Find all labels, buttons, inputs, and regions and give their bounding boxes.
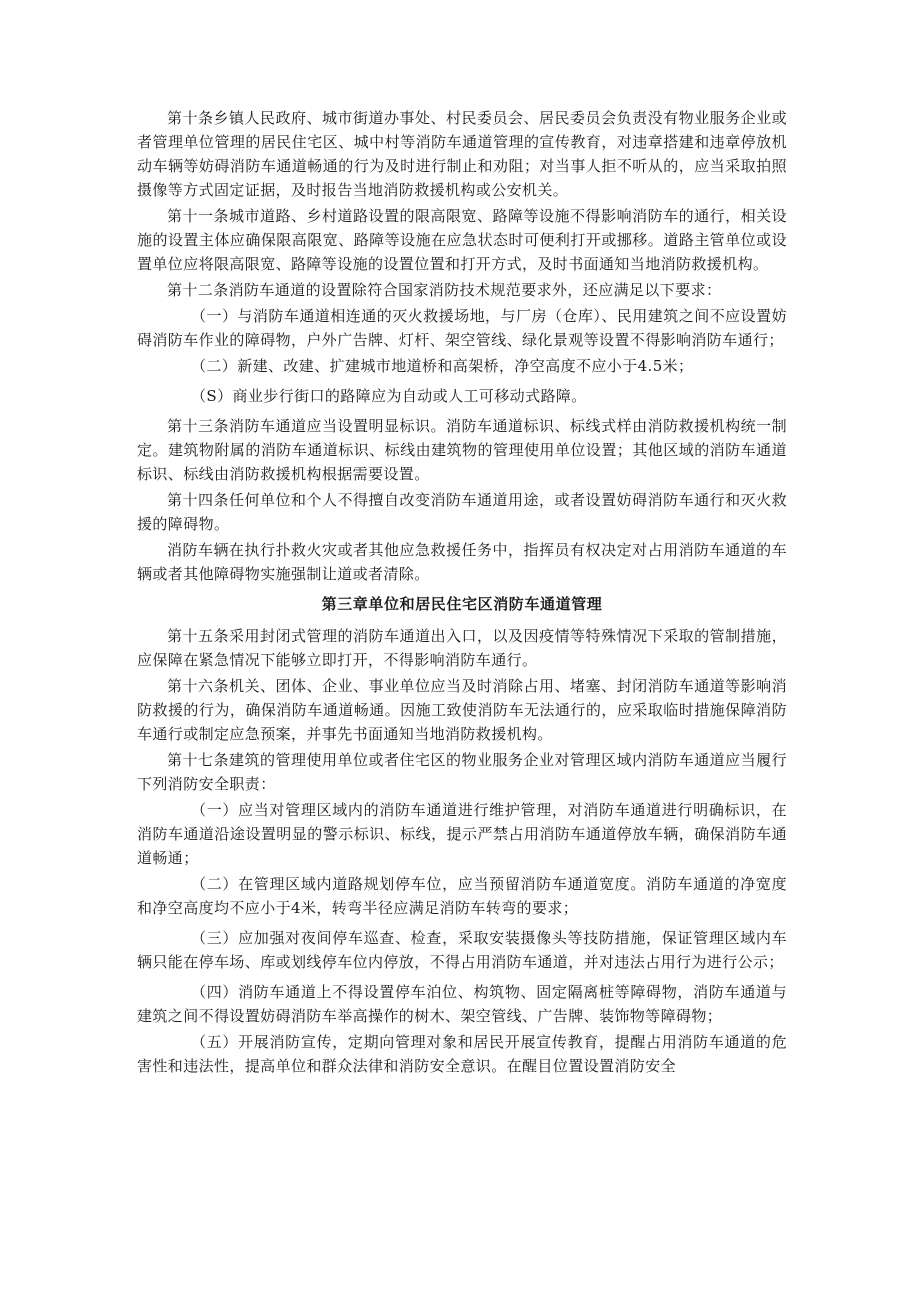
article-15: 第十五条采用封闭式管理的消防车通道出入口，以及因疫情等特殊情况下采取的管制措施，应保障在紧急情况下能够立即打开，不得影响消防车通行。 <box>137 627 787 669</box>
chapter-3-heading: 第三章单位和居民住宅区消防车通道管理 <box>321 595 603 613</box>
article-12: 第十二条消防车通道的设置除符合国家消防技术规范要求外，还应满足以下要求： <box>167 281 722 299</box>
article-17-item-5: （五）开展消防宣传，定期向管理对象和居民开展宣传教育，提醒占用消防车通道的危害性和违法性，提高单位和群众法律和消防安全意识。在醒目位置设置消防安全 <box>137 1033 787 1075</box>
article-10: 第十条乡镇人民政府、城市街道办事处、村民委员会、居民委员会负责没有物业服务企业或者管理单位管理的居民住宅区、城中村等消防车通道管理的宣传教育，对违章搭建和违章停放机动车辆等妨碍消防车通道畅通的行为及时进行制止和劝阻；对当事人拒不听从的，应当采取拍照摄像等方式固定证据，及时报告当地消防救援机构或公安机关。 <box>137 109 787 199</box>
article-17-item-3: （三）应加强对夜间停车巡查、检查，采取安装摄像头等技防措施，保证管理区域内车辆只能在停车场、库或划线停车位内停放，不得占用消防车通道，并对违法占用行为进行公示； <box>137 929 787 971</box>
article-12-item-3: （S）商业步行街口的路障应为自动或人工可移动式路障。 <box>191 387 587 405</box>
article-12-item-1: （一）与消防车通道相连通的灭火救援场地，与厂房（仓库）、民用建筑之间不应设置妨碍消防车作业的障碍物，户外广告牌、灯杆、架空管线、绿化景观等设置不得影响消防车通行； <box>137 307 787 349</box>
article-11: 第十一条城市道路、乡村道路设置的限高限宽、路障等设施不得影响消防车的通行，相关设施的设置主体应确保限高限宽、路障等设施在应急状态时可便利打开或挪移。道路主管单位或设置单位应将限高限宽、路障等设施的设置位置和打开方式，及时书面通知当地消防救援机构。 <box>137 207 787 273</box>
article-17: 第十七条建筑的管理使用单位或者住宅区的物业服务企业对管理区域内消防车通道应当履行下列消防安全职责： <box>137 751 787 793</box>
article-16: 第十六条机关、团体、企业、事业单位应当及时消除占用、堵塞、封闭消防车通道等影响消防救援的行为，确保消防车通道畅通。因施工致使消防车无法通行的，应采取临时措施保障消防车通行或制定应急预案，并事先书面通知当地消防救援机构。 <box>137 677 787 743</box>
article-17-item-4: （四）消防车通道上不得设置停车泊位、构筑物、固定隔离桩等障碍物，消防车通道与建筑之间不得设置妨碍消防车举高操作的树木、架空管线、广告牌、装饰物等障碍物； <box>137 983 787 1025</box>
article-17-item-1: （一）应当对管理区域内的消防车通道进行维护管理，对消防车通道进行明确标识，在消防车通道沿途设置明显的警示标识、标线，提示严禁占用消防车通道停放车辆，确保消防车通道畅通； <box>137 801 787 867</box>
article-14-note: 消防车辆在执行扑救火灾或者其他应急救援任务中，指挥员有权决定对占用消防车通道的车辆或者其他障碍物实施强制让道或者清除。 <box>137 541 787 583</box>
document-page <box>137 106 787 1080</box>
article-12-item-2: （二）新建、改建、扩建城市地道桥和高架桥，净空高度不应小于4.5米； <box>191 357 694 375</box>
article-17-item-2: （二）在管理区域内道路规划停车位，应当预留消防车通道宽度。消防车通道的净宽度和净空高度均不应小于4米，转弯半径应满足消防车转弯的要求； <box>137 875 787 917</box>
article-14: 第十四条任何单位和个人不得擅自改变消防车通道用途，或者设置妨碍消防车通行和灭火救援的障碍物。 <box>137 491 787 533</box>
article-13: 第十三条消防车通道应当设置明显标识。消防车通道标识、标线式样由消防救援机构统一制定。建筑物附属的消防车通道标识、标线由建筑物的管理使用单位设置；其他区域的消防车通道标识、标线由消防救援机构根据需要设置。 <box>137 417 787 483</box>
